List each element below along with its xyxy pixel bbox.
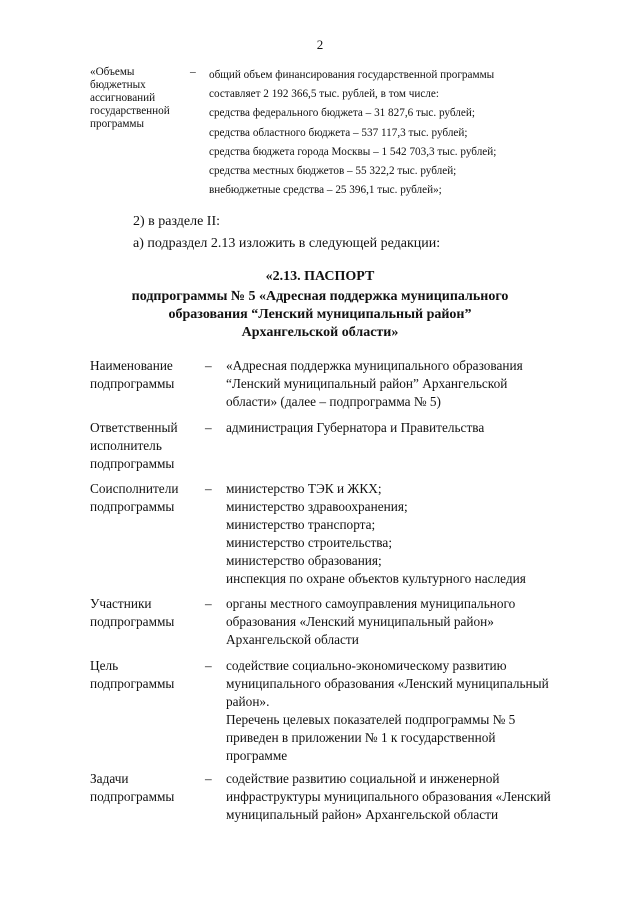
label-line: Цель [90,658,119,673]
label-line: подпрограммы [90,376,175,391]
text-line: средства федерального бюджета – 31 827,6 тыс. рублей; [209,107,475,120]
text-line: министерство ТЭК и ЖКХ; [226,481,382,496]
text-line: средства местных бюджетов – 55 322,2 тыс. рублей; [209,164,457,177]
intro-line-2: а) подраздел 2.13 изложить в следующей редакции: [133,236,441,251]
top-block-label [90,66,180,131]
top-block-text [209,66,569,200]
row-dash: – [205,358,212,373]
row-dash: – [205,658,212,673]
text-line: области» (далее – подпрограмма № 5) [226,394,441,409]
top-block-dash: – [190,66,196,78]
label-line: Соисполнители [90,481,179,496]
text-line: министерство образования; [226,553,382,568]
label-line: «Объемы [90,66,135,78]
text-line: министерство строительства; [226,535,393,550]
row-text-responsible [226,419,601,437]
row-label-responsible [90,419,202,473]
row-dash: – [205,771,212,786]
text-line: приведен в приложении № 1 к государственной [226,730,496,745]
label-line: подпрограммы [90,614,175,629]
text-line: средства бюджета города Москвы – 1 542 703,3 тыс. рублей; [209,145,497,158]
row-text-goal [226,657,601,765]
text-line: общий объем финансирования государственной программы [209,69,495,81]
text-line: инспекция по охране объектов культурного наследия [226,571,526,586]
label-line: бюджетных [90,79,146,91]
title-line-4: Архангельской области» [241,325,399,340]
text-line: Архангельской области [226,632,359,647]
text-line: средства областного бюджета – 537 117,3 тыс. рублей; [209,126,468,139]
text-line: администрация Губернатора и Правительства [226,420,485,435]
title-line-3: образования “Ленский муниципальный район” [168,307,472,322]
label-line: подпрограммы [90,456,175,471]
label-line: государственной [90,105,170,117]
label-line: исполнитель [90,438,162,453]
row-label-goal [90,657,202,693]
row-label-tasks [90,770,202,806]
label-line: Участники [90,596,152,611]
text-line: министерство транспорта; [226,517,376,532]
text-line: “Ленский муниципальный район” Архангельской [226,376,508,391]
label-line: подпрограммы [90,789,175,804]
text-line: «Адресная поддержка муниципального образования [226,358,523,373]
row-label-participants [90,595,202,631]
intro-line-1: 2) в разделе II: [133,214,221,229]
label-line: программы [90,118,144,130]
text-line: Перечень целевых показателей подпрограммы № 5 [226,712,516,727]
text-line: содействие социально-экономическому развитию [226,658,507,673]
label-line: ассигнований [90,92,156,104]
label-line: подпрограммы [90,499,175,514]
text-line: внебюджетные средства – 25 396,1 тыс. рублей»; [209,184,442,197]
page-number: 2 [316,37,324,52]
row-text-name [226,357,601,411]
row-dash: – [205,420,212,435]
text-line: министерство здравоохранения; [226,499,408,514]
text-line: содействие развитию социальной и инженерной [226,771,500,786]
row-text-participants [226,595,601,649]
row-dash: – [205,596,212,611]
text-line: муниципального образования «Ленский муниципальный [226,676,549,691]
row-label-coexecutors [90,480,202,516]
text-line: программе [226,748,288,763]
text-line: инфраструктуры муниципального образования «Ленский [226,789,551,804]
label-line: Наименование [90,358,173,373]
text-line: составляет 2 192 366,5 тыс. рублей, в том числе: [209,88,439,101]
label-line: Задачи [90,771,129,786]
label-line: Ответственный [90,420,178,435]
text-line: район». [226,694,270,709]
title-line-2: подпрограммы № 5 «Адресная поддержка муниципального [131,289,509,304]
row-dash: – [205,481,212,496]
text-line: образования «Ленский муниципальный район» [226,614,494,629]
row-label-name [90,357,202,393]
text-line: органы местного самоуправления муниципального [226,596,516,611]
row-text-tasks [226,770,601,824]
title-line-1: «2.13. ПАСПОРТ [265,269,375,284]
text-line: муниципальный район» Архангельской области [226,807,499,822]
row-text-coexecutors [226,480,601,588]
label-line: подпрограммы [90,676,175,691]
